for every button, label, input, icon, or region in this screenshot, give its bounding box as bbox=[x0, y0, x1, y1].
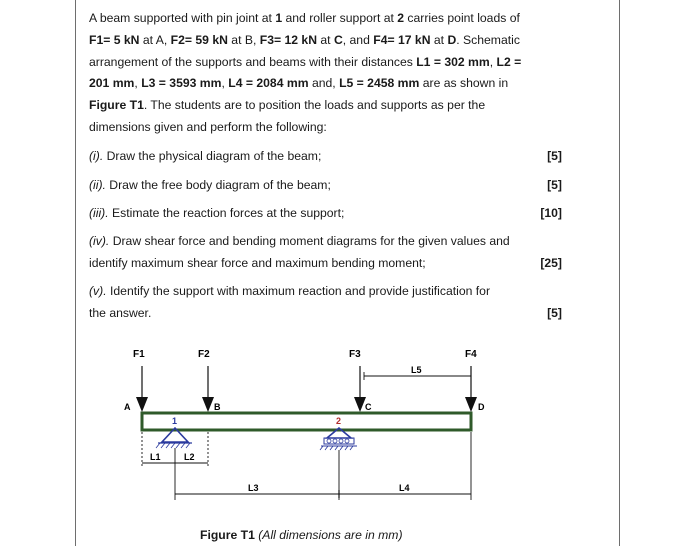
bold-run: L5 = 2458 mm bbox=[339, 76, 420, 91]
bold-run: Figure T1 bbox=[89, 98, 144, 113]
dim-label-l3: L3 bbox=[248, 483, 259, 493]
text-run: , bbox=[489, 54, 497, 69]
bold-run: L4 = 2084 mm bbox=[228, 76, 309, 91]
question-number: (i). bbox=[89, 149, 104, 163]
text-run: A beam supported with pin joint at bbox=[89, 11, 276, 25]
support-label-1: 1 bbox=[172, 416, 178, 426]
point-label-b: B bbox=[214, 402, 221, 412]
text-run: are as shown in bbox=[419, 76, 509, 91]
force-f2-arrow bbox=[202, 366, 214, 412]
bold-run: 1 bbox=[275, 11, 283, 25]
bold-run: C bbox=[333, 32, 343, 47]
dim-label-l2: L2 bbox=[184, 452, 195, 462]
text-run: at A, bbox=[139, 32, 171, 47]
force-f1-arrow bbox=[136, 366, 148, 412]
text-run: at bbox=[317, 32, 334, 47]
point-label-a: A bbox=[124, 402, 131, 412]
text-run: and, bbox=[308, 76, 340, 91]
force-label-f2: F2 bbox=[198, 349, 210, 360]
figure-caption bbox=[200, 528, 403, 542]
question-number: (v). bbox=[89, 284, 107, 298]
bold-run: L1 = 302 mm bbox=[416, 54, 490, 69]
bold-run: F2= 59 kN bbox=[170, 32, 228, 47]
question-text: Estimate the reaction forces at the support; bbox=[108, 206, 345, 220]
point-label-d: D bbox=[478, 402, 485, 412]
force-label-f4: F4 bbox=[465, 349, 477, 360]
bold-run: F1= 5 kN bbox=[89, 32, 140, 47]
text-run: at B, bbox=[227, 32, 260, 47]
bold-run: L2 = 201 mm bbox=[89, 54, 522, 91]
question-text: Draw the free body diagram of the beam; bbox=[105, 178, 331, 192]
beam bbox=[142, 413, 471, 430]
question-3-marks: [10] bbox=[540, 206, 562, 220]
force-label-f3: F3 bbox=[349, 349, 361, 360]
text-run: carries point loads of bbox=[404, 11, 520, 25]
question-text: Identify the support with maximum reaction and provide justification for bbox=[106, 284, 491, 298]
question-4-line-2: identify maximum shear force and maximum bending moment; bbox=[89, 256, 426, 270]
question-4-marks: [25] bbox=[540, 256, 562, 270]
question-2-marks: [5] bbox=[547, 178, 562, 192]
support-label-2: 2 bbox=[336, 416, 342, 426]
dimension-l3-l4 bbox=[175, 432, 471, 500]
dim-label-l5: L5 bbox=[411, 365, 422, 375]
question-text: Draw shear force and bending moment diagrams for the given values and bbox=[109, 234, 510, 248]
point-label-c: C bbox=[365, 402, 372, 412]
question-1-marks: [5] bbox=[547, 149, 562, 163]
question-text: Draw the physical diagram of the beam; bbox=[103, 149, 322, 163]
text-run: at bbox=[430, 32, 448, 47]
text-run: and roller support at bbox=[282, 11, 398, 25]
force-label-f1: F1 bbox=[133, 349, 145, 360]
bold-run: F3= 12 kN bbox=[259, 32, 317, 47]
dim-label-l1: L1 bbox=[150, 452, 161, 462]
bold-run: F4= 17 kN bbox=[373, 32, 431, 47]
question-number: (iii). bbox=[89, 206, 109, 220]
caption-figure-number: Figure T1 bbox=[200, 528, 255, 542]
question-number: (iv). bbox=[89, 234, 110, 248]
question-number: (ii). bbox=[89, 178, 106, 192]
dim-label-l4: L4 bbox=[399, 483, 410, 493]
bold-run: 2 bbox=[397, 11, 405, 25]
text-run: . Schematic arrangement of the supports and beams with their distances bbox=[89, 32, 520, 69]
text-run: . The students are to position the loads and supports as per the dimensions given and perform the following: bbox=[89, 98, 486, 134]
question-5-marks: [5] bbox=[547, 306, 562, 320]
text-run: , bbox=[221, 76, 229, 91]
question-5-line-2: the answer. bbox=[89, 306, 152, 320]
bold-run: L3 = 3593 mm bbox=[141, 76, 222, 91]
text-run: , and bbox=[342, 32, 374, 47]
text-run: , bbox=[134, 76, 142, 91]
bold-run: D bbox=[447, 32, 457, 47]
caption-note: (All dimensions are in mm) bbox=[258, 528, 403, 542]
